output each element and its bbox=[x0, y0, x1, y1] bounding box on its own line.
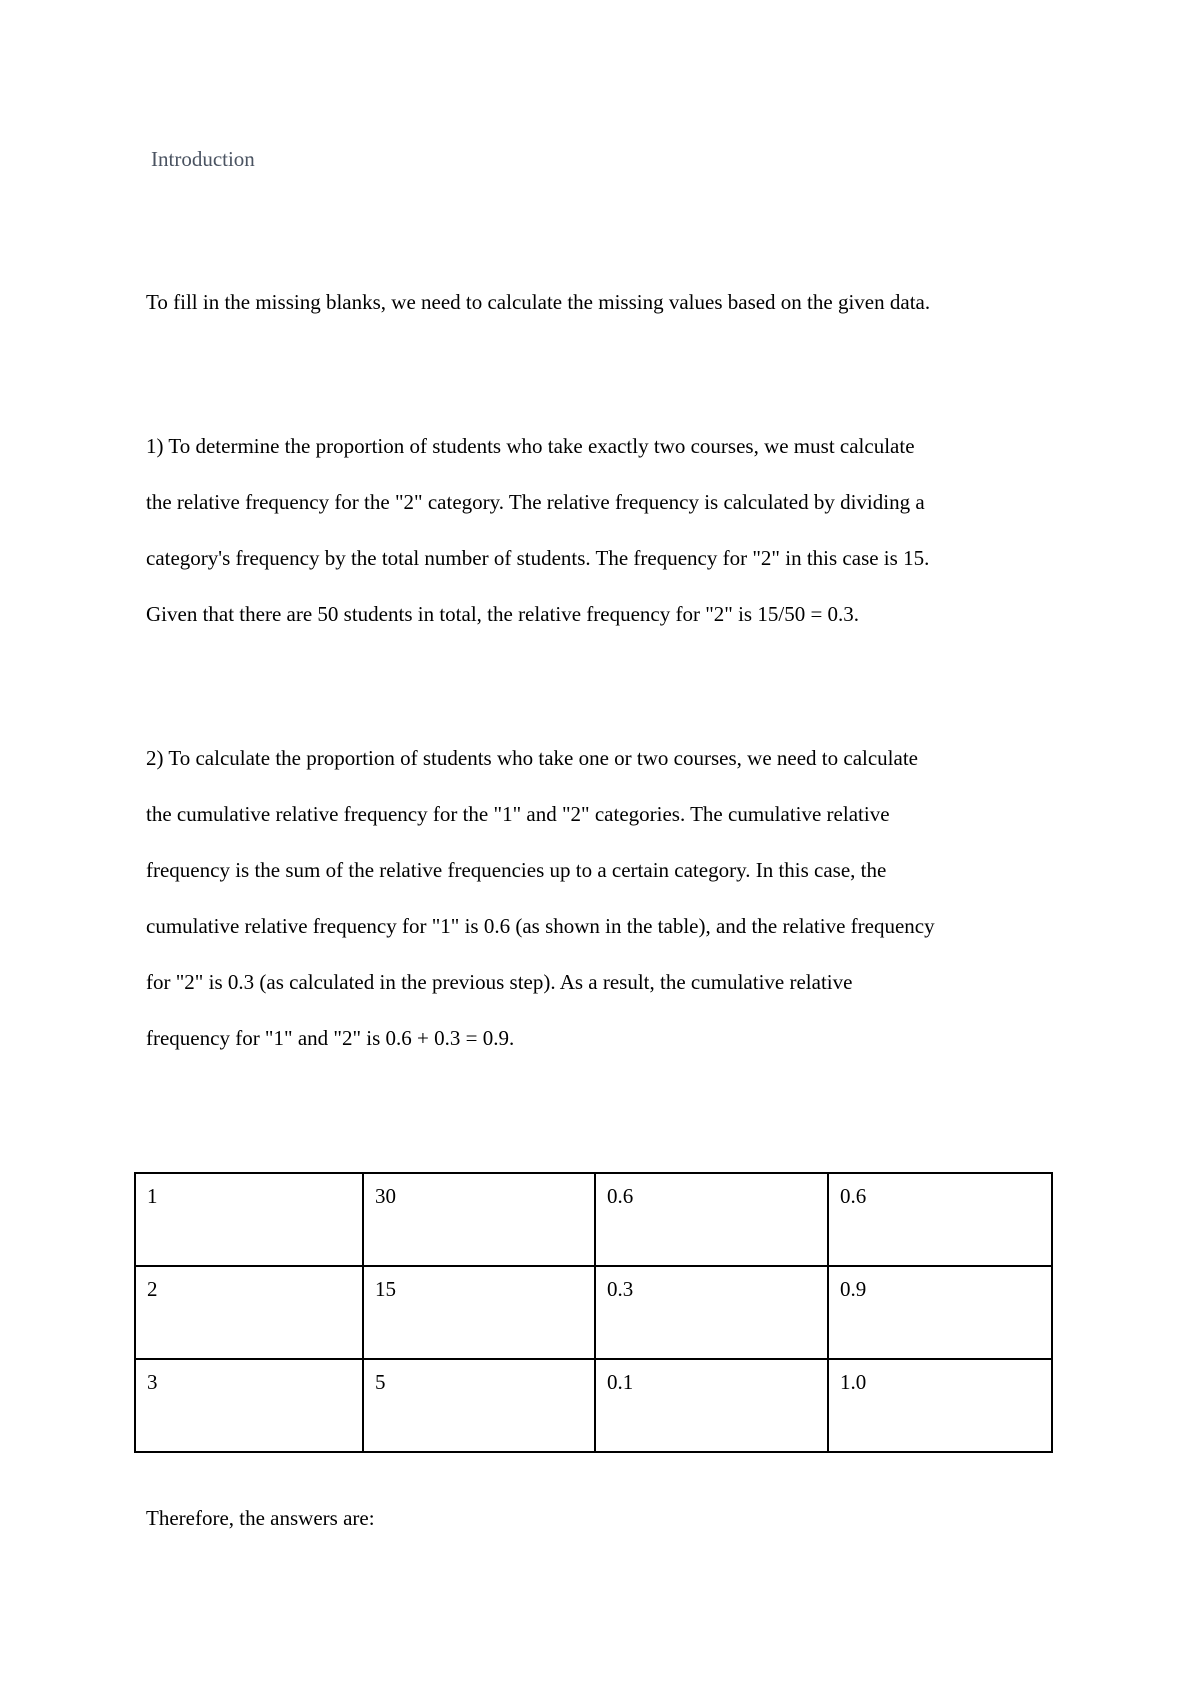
table-cell-relative-frequency: 0.1 bbox=[595, 1359, 828, 1452]
paragraph-line: the cumulative relative frequency for the "1" and "2" categories. The cumulative relative bbox=[146, 802, 890, 826]
table-cell-cumulative-relative-frequency: 0.6 bbox=[828, 1173, 1052, 1266]
table-cell-frequency: 5 bbox=[363, 1359, 595, 1452]
section-heading: Introduction bbox=[151, 147, 255, 171]
table-cell-cumulative-relative-frequency: 1.0 bbox=[828, 1359, 1052, 1452]
table-cell-category: 2 bbox=[135, 1266, 363, 1359]
table-cell-relative-frequency: 0.3 bbox=[595, 1266, 828, 1359]
paragraph-line: 1) To determine the proportion of students who take exactly two courses, we must calculate bbox=[146, 434, 915, 458]
conclusion-text: Therefore, the answers are: bbox=[146, 1506, 375, 1530]
table-cell-cumulative-relative-frequency: 0.9 bbox=[828, 1266, 1052, 1359]
intro-text: To fill in the missing blanks, we need to calculate the missing values based on the given data. bbox=[146, 290, 931, 314]
paragraph-step-1 bbox=[146, 431, 1086, 655]
table-cell-category: 1 bbox=[135, 1173, 363, 1266]
table-cell-frequency: 15 bbox=[363, 1266, 595, 1359]
paragraph-line: for "2" is 0.3 (as calculated in the previous step). As a result, the cumulative relative bbox=[146, 970, 853, 994]
paragraph-line: the relative frequency for the "2" category. The relative frequency is calculated by dividing a bbox=[146, 490, 925, 514]
paragraph-line: frequency is the sum of the relative frequencies up to a certain category. In this case, the bbox=[146, 858, 887, 882]
table-cell-relative-frequency: 0.6 bbox=[595, 1173, 828, 1266]
table-cell-frequency: 30 bbox=[363, 1173, 595, 1266]
frequency-table bbox=[134, 1172, 1053, 1453]
table-row bbox=[135, 1266, 1052, 1359]
paragraph-step-2 bbox=[146, 743, 1086, 1079]
table-cell-category: 3 bbox=[135, 1359, 363, 1452]
paragraph-line: 2) To calculate the proportion of students who take one or two courses, we need to calculate bbox=[146, 746, 918, 770]
table-row bbox=[135, 1359, 1052, 1452]
paragraph-line: Given that there are 50 students in total, the relative frequency for "2" is 15/50 = 0.3. bbox=[146, 602, 860, 626]
paragraph-line: category's frequency by the total number of students. The frequency for "2" in this case is 15. bbox=[146, 546, 930, 570]
paragraph-line: cumulative relative frequency for "1" is 0.6 (as shown in the table), and the relative frequency bbox=[146, 914, 935, 938]
paragraph-line: frequency for "1" and "2" is 0.6 + 0.3 = 0.9. bbox=[146, 1026, 515, 1050]
table-row bbox=[135, 1173, 1052, 1266]
